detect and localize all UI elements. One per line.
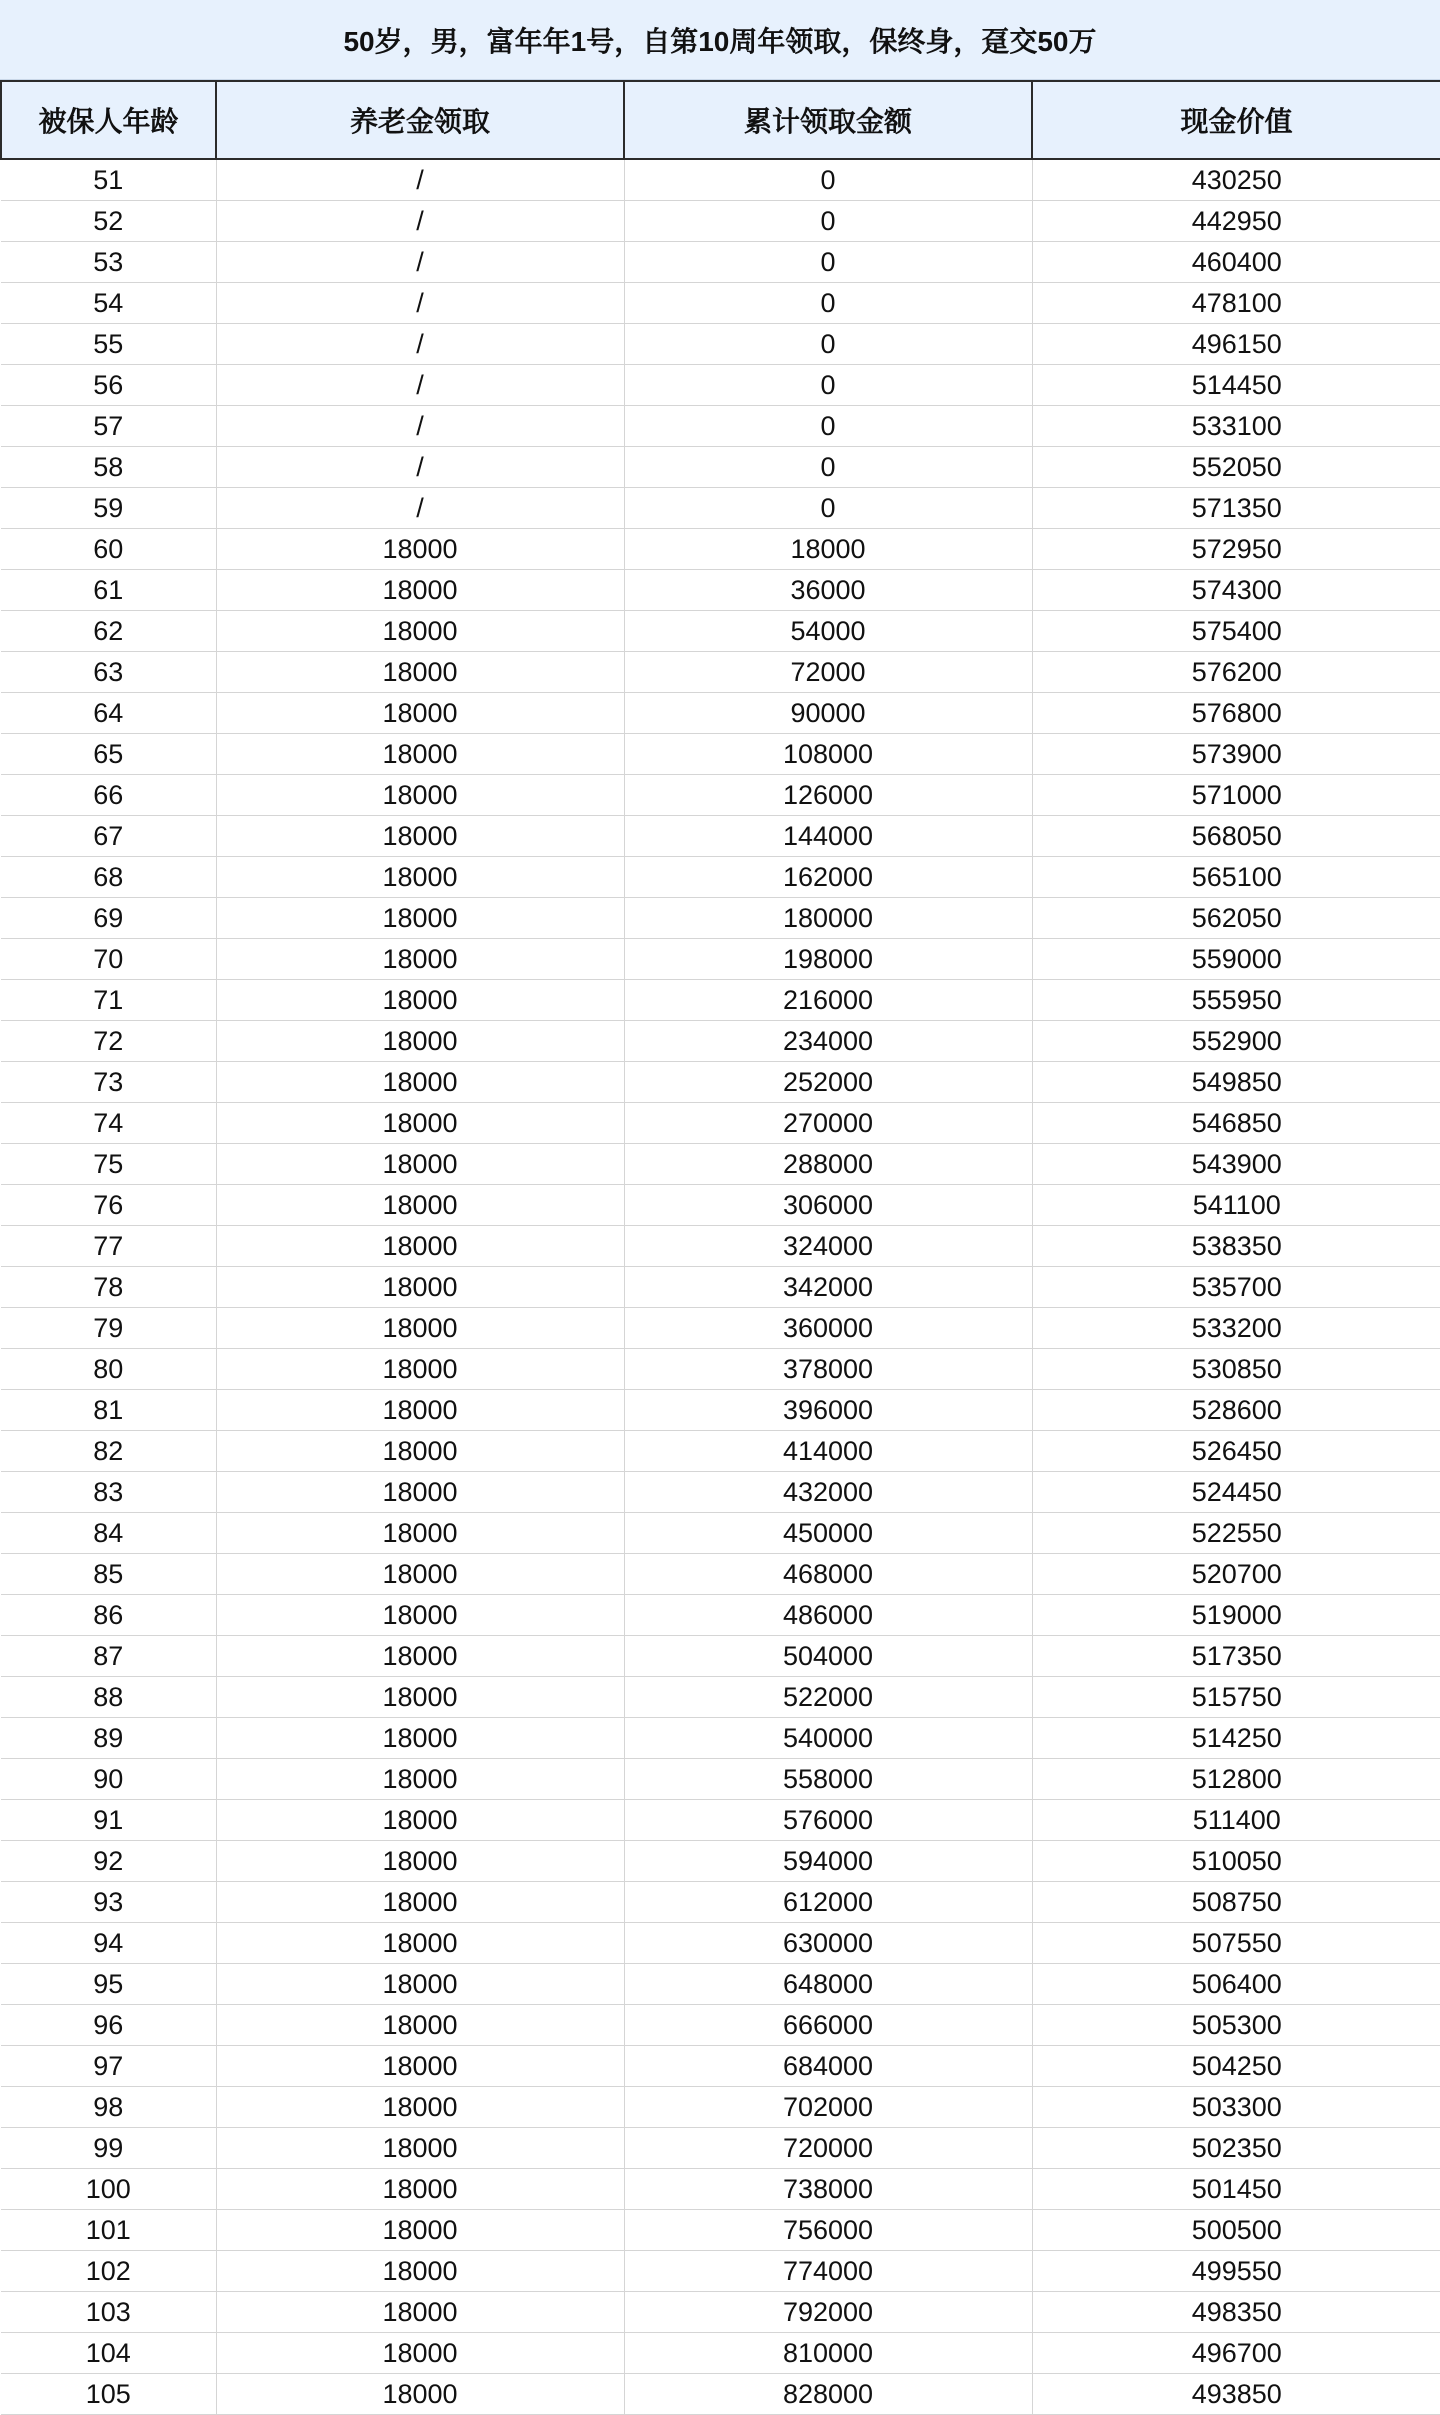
header-cumulative-amount: 累计领取金额 <box>624 81 1032 159</box>
cell-cumulative-amount: 198000 <box>624 939 1032 980</box>
cell-insured-age: 60 <box>1 529 216 570</box>
cell-insured-age: 72 <box>1 1021 216 1062</box>
cell-cumulative-amount: 144000 <box>624 816 1032 857</box>
cell-cumulative-amount: 720000 <box>624 2128 1032 2169</box>
cell-cumulative-amount: 126000 <box>624 775 1032 816</box>
cell-cash-value: 522550 <box>1032 1513 1440 1554</box>
cell-cash-value: 500500 <box>1032 2210 1440 2251</box>
cell-cumulative-amount: 0 <box>624 283 1032 324</box>
cell-pension-payment: / <box>216 406 624 447</box>
cell-insured-age: 91 <box>1 1800 216 1841</box>
cell-cash-value: 507550 <box>1032 1923 1440 1964</box>
cell-insured-age: 103 <box>1 2292 216 2333</box>
cell-insured-age: 56 <box>1 365 216 406</box>
cell-cumulative-amount: 252000 <box>624 1062 1032 1103</box>
cell-pension-payment: 18000 <box>216 1103 624 1144</box>
cell-insured-age: 96 <box>1 2005 216 2046</box>
table-row <box>1 159 1440 201</box>
header-insured-age: 被保人年龄 <box>1 81 216 159</box>
cell-pension-payment: 18000 <box>216 1554 624 1595</box>
table-row <box>1 1923 1440 1964</box>
cell-insured-age: 79 <box>1 1308 216 1349</box>
cell-cash-value: 533100 <box>1032 406 1440 447</box>
cell-cash-value: 571000 <box>1032 775 1440 816</box>
cell-cash-value: 533200 <box>1032 1308 1440 1349</box>
cell-insured-age: 55 <box>1 324 216 365</box>
cell-insured-age: 86 <box>1 1595 216 1636</box>
cell-cumulative-amount: 828000 <box>624 2374 1032 2415</box>
table-row <box>1 1964 1440 2005</box>
cell-cash-value: 505300 <box>1032 2005 1440 2046</box>
cell-cumulative-amount: 180000 <box>624 898 1032 939</box>
cell-cumulative-amount: 324000 <box>624 1226 1032 1267</box>
cell-insured-age: 85 <box>1 1554 216 1595</box>
cell-cash-value: 552900 <box>1032 1021 1440 1062</box>
cell-pension-payment: 18000 <box>216 816 624 857</box>
cell-cash-value: 499550 <box>1032 2251 1440 2292</box>
cell-cash-value: 541100 <box>1032 1185 1440 1226</box>
table-row <box>1 2333 1440 2374</box>
cell-pension-payment: 18000 <box>216 2210 624 2251</box>
cell-insured-age: 81 <box>1 1390 216 1431</box>
cell-cumulative-amount: 432000 <box>624 1472 1032 1513</box>
cell-cumulative-amount: 18000 <box>624 529 1032 570</box>
cell-insured-age: 89 <box>1 1718 216 1759</box>
cell-pension-payment: 18000 <box>216 652 624 693</box>
cell-pension-payment: 18000 <box>216 2005 624 2046</box>
cell-cumulative-amount: 216000 <box>624 980 1032 1021</box>
cell-insured-age: 75 <box>1 1144 216 1185</box>
cell-cumulative-amount: 648000 <box>624 1964 1032 2005</box>
cell-cumulative-amount: 684000 <box>624 2046 1032 2087</box>
table-row <box>1 611 1440 652</box>
cell-pension-payment: 18000 <box>216 529 624 570</box>
cell-insured-age: 70 <box>1 939 216 980</box>
cell-insured-age: 73 <box>1 1062 216 1103</box>
table-row <box>1 1144 1440 1185</box>
cell-insured-age: 53 <box>1 242 216 283</box>
table-row <box>1 898 1440 939</box>
cell-pension-payment: 18000 <box>216 2292 624 2333</box>
table-row <box>1 2374 1440 2415</box>
cell-insured-age: 97 <box>1 2046 216 2087</box>
table-header <box>1 81 1440 159</box>
cell-pension-payment: 18000 <box>216 1144 624 1185</box>
cell-cumulative-amount: 270000 <box>624 1103 1032 1144</box>
cell-cash-value: 538350 <box>1032 1226 1440 1267</box>
cell-cash-value: 572950 <box>1032 529 1440 570</box>
table-row <box>1 1308 1440 1349</box>
cell-cumulative-amount: 450000 <box>624 1513 1032 1554</box>
cell-cumulative-amount: 0 <box>624 324 1032 365</box>
cell-cumulative-amount: 396000 <box>624 1390 1032 1431</box>
table-row <box>1 652 1440 693</box>
table-row <box>1 2005 1440 2046</box>
table-row <box>1 1595 1440 1636</box>
header-row <box>1 81 1440 159</box>
cell-cumulative-amount: 0 <box>624 365 1032 406</box>
cell-insured-age: 64 <box>1 693 216 734</box>
table-title: 50岁，男，富年年1号，自第10周年领取，保终身，趸交50万 <box>0 0 1440 80</box>
cell-cumulative-amount: 234000 <box>624 1021 1032 1062</box>
cell-cash-value: 555950 <box>1032 980 1440 1021</box>
table-row <box>1 2292 1440 2333</box>
cell-cumulative-amount: 576000 <box>624 1800 1032 1841</box>
cell-insured-age: 98 <box>1 2087 216 2128</box>
cell-insured-age: 87 <box>1 1636 216 1677</box>
cell-pension-payment: 18000 <box>216 1390 624 1431</box>
cell-insured-age: 100 <box>1 2169 216 2210</box>
cell-pension-payment: 18000 <box>216 898 624 939</box>
cell-cash-value: 502350 <box>1032 2128 1440 2169</box>
cell-cash-value: 546850 <box>1032 1103 1440 1144</box>
cell-cumulative-amount: 612000 <box>624 1882 1032 1923</box>
table-row <box>1 1021 1440 1062</box>
cell-cash-value: 512800 <box>1032 1759 1440 1800</box>
cell-insured-age: 63 <box>1 652 216 693</box>
cell-insured-age: 61 <box>1 570 216 611</box>
cell-pension-payment: / <box>216 365 624 406</box>
cell-cumulative-amount: 486000 <box>624 1595 1032 1636</box>
table-row <box>1 1718 1440 1759</box>
cell-pension-payment: 18000 <box>216 1226 624 1267</box>
cell-cash-value: 517350 <box>1032 1636 1440 1677</box>
cell-cash-value: 575400 <box>1032 611 1440 652</box>
cell-cumulative-amount: 792000 <box>624 2292 1032 2333</box>
cell-pension-payment: / <box>216 201 624 242</box>
cell-cash-value: 520700 <box>1032 1554 1440 1595</box>
cell-cumulative-amount: 558000 <box>624 1759 1032 1800</box>
cell-pension-payment: 18000 <box>216 1636 624 1677</box>
table-row <box>1 1062 1440 1103</box>
cell-cash-value: 460400 <box>1032 242 1440 283</box>
cell-insured-age: 62 <box>1 611 216 652</box>
table-row <box>1 1800 1440 1841</box>
cell-cash-value: 552050 <box>1032 447 1440 488</box>
table-row <box>1 775 1440 816</box>
cell-cash-value: 549850 <box>1032 1062 1440 1103</box>
cell-cumulative-amount: 162000 <box>624 857 1032 898</box>
cell-pension-payment: 18000 <box>216 2251 624 2292</box>
table-row <box>1 2128 1440 2169</box>
cell-insured-age: 59 <box>1 488 216 529</box>
header-cash-value: 现金价值 <box>1032 81 1440 159</box>
cell-pension-payment: 18000 <box>216 1431 624 1472</box>
cell-pension-payment: / <box>216 283 624 324</box>
table-row <box>1 1103 1440 1144</box>
table-row <box>1 283 1440 324</box>
cell-pension-payment: 18000 <box>216 570 624 611</box>
table-row <box>1 857 1440 898</box>
cell-pension-payment: 18000 <box>216 1513 624 1554</box>
table-row <box>1 1472 1440 1513</box>
cell-pension-payment: 18000 <box>216 857 624 898</box>
cell-insured-age: 68 <box>1 857 216 898</box>
cell-cash-value: 530850 <box>1032 1349 1440 1390</box>
cell-cumulative-amount: 702000 <box>624 2087 1032 2128</box>
table-row <box>1 1513 1440 1554</box>
cell-cumulative-amount: 810000 <box>624 2333 1032 2374</box>
cell-insured-age: 93 <box>1 1882 216 1923</box>
cell-cumulative-amount: 288000 <box>624 1144 1032 1185</box>
cell-insured-age: 51 <box>1 159 216 201</box>
cell-cash-value: 576200 <box>1032 652 1440 693</box>
cell-insured-age: 99 <box>1 2128 216 2169</box>
cell-insured-age: 88 <box>1 1677 216 1718</box>
cell-cash-value: 568050 <box>1032 816 1440 857</box>
cell-cumulative-amount: 0 <box>624 406 1032 447</box>
table-row <box>1 406 1440 447</box>
cell-insured-age: 90 <box>1 1759 216 1800</box>
cell-insured-age: 52 <box>1 201 216 242</box>
cell-pension-payment: 18000 <box>216 1472 624 1513</box>
cell-cash-value: 506400 <box>1032 1964 1440 2005</box>
cell-pension-payment: 18000 <box>216 1062 624 1103</box>
cell-insured-age: 78 <box>1 1267 216 1308</box>
cell-cumulative-amount: 108000 <box>624 734 1032 775</box>
cell-cash-value: 508750 <box>1032 1882 1440 1923</box>
cell-cumulative-amount: 54000 <box>624 611 1032 652</box>
table-row <box>1 1349 1440 1390</box>
table-row <box>1 1841 1440 1882</box>
cell-insured-age: 105 <box>1 2374 216 2415</box>
cell-pension-payment: / <box>216 324 624 365</box>
cell-cumulative-amount: 756000 <box>624 2210 1032 2251</box>
cell-pension-payment: 18000 <box>216 2128 624 2169</box>
table-row <box>1 2046 1440 2087</box>
cell-pension-payment: 18000 <box>216 1308 624 1349</box>
cell-pension-payment: 18000 <box>216 1882 624 1923</box>
cell-pension-payment: 18000 <box>216 1759 624 1800</box>
table-row <box>1 980 1440 1021</box>
cell-insured-age: 58 <box>1 447 216 488</box>
cell-pension-payment: 18000 <box>216 734 624 775</box>
table-row <box>1 1882 1440 1923</box>
cell-cumulative-amount: 90000 <box>624 693 1032 734</box>
cell-cumulative-amount: 414000 <box>624 1431 1032 1472</box>
cell-cash-value: 511400 <box>1032 1800 1440 1841</box>
cell-cash-value: 503300 <box>1032 2087 1440 2128</box>
cell-cash-value: 442950 <box>1032 201 1440 242</box>
cell-insured-age: 65 <box>1 734 216 775</box>
cell-cash-value: 496700 <box>1032 2333 1440 2374</box>
cell-cash-value: 430250 <box>1032 159 1440 201</box>
cell-insured-age: 54 <box>1 283 216 324</box>
cell-pension-payment: 18000 <box>216 1841 624 1882</box>
cell-cash-value: 504250 <box>1032 2046 1440 2087</box>
cell-cash-value: 535700 <box>1032 1267 1440 1308</box>
cell-cumulative-amount: 0 <box>624 159 1032 201</box>
cell-cumulative-amount: 468000 <box>624 1554 1032 1595</box>
table-row <box>1 1759 1440 1800</box>
cell-cumulative-amount: 0 <box>624 201 1032 242</box>
cell-cumulative-amount: 774000 <box>624 2251 1032 2292</box>
cell-cash-value: 565100 <box>1032 857 1440 898</box>
cell-pension-payment: 18000 <box>216 1677 624 1718</box>
table-row <box>1 1226 1440 1267</box>
cell-pension-payment: 18000 <box>216 2333 624 2374</box>
cell-cumulative-amount: 306000 <box>624 1185 1032 1226</box>
cell-cumulative-amount: 522000 <box>624 1677 1032 1718</box>
cell-cumulative-amount: 36000 <box>624 570 1032 611</box>
table-row <box>1 939 1440 980</box>
cell-insured-age: 74 <box>1 1103 216 1144</box>
table-row <box>1 201 1440 242</box>
cell-insured-age: 95 <box>1 1964 216 2005</box>
cell-cash-value: 574300 <box>1032 570 1440 611</box>
cell-cumulative-amount: 0 <box>624 447 1032 488</box>
cell-cumulative-amount: 72000 <box>624 652 1032 693</box>
cell-pension-payment: 18000 <box>216 1595 624 1636</box>
cell-cash-value: 524450 <box>1032 1472 1440 1513</box>
cell-insured-age: 71 <box>1 980 216 1021</box>
table-row <box>1 1390 1440 1431</box>
table-row <box>1 2210 1440 2251</box>
cell-cash-value: 501450 <box>1032 2169 1440 2210</box>
benefit-table <box>0 80 1440 2415</box>
cell-cumulative-amount: 0 <box>624 242 1032 283</box>
cell-cash-value: 510050 <box>1032 1841 1440 1882</box>
table-row <box>1 242 1440 283</box>
cell-pension-payment: 18000 <box>216 2374 624 2415</box>
cell-cash-value: 559000 <box>1032 939 1440 980</box>
cell-insured-age: 83 <box>1 1472 216 1513</box>
cell-cash-value: 478100 <box>1032 283 1440 324</box>
cell-insured-age: 102 <box>1 2251 216 2292</box>
cell-pension-payment: / <box>216 488 624 529</box>
cell-cash-value: 528600 <box>1032 1390 1440 1431</box>
table-body <box>1 159 1440 2415</box>
cell-pension-payment: 18000 <box>216 1800 624 1841</box>
cell-cash-value: 515750 <box>1032 1677 1440 1718</box>
cell-pension-payment: 18000 <box>216 1718 624 1759</box>
cell-cumulative-amount: 360000 <box>624 1308 1032 1349</box>
cell-pension-payment: / <box>216 447 624 488</box>
table-row <box>1 1677 1440 1718</box>
cell-pension-payment: 18000 <box>216 980 624 1021</box>
cell-cumulative-amount: 504000 <box>624 1636 1032 1677</box>
cell-pension-payment: 18000 <box>216 1964 624 2005</box>
cell-cash-value: 519000 <box>1032 1595 1440 1636</box>
cell-cash-value: 573900 <box>1032 734 1440 775</box>
cell-insured-age: 104 <box>1 2333 216 2374</box>
cell-cash-value: 496150 <box>1032 324 1440 365</box>
cell-insured-age: 84 <box>1 1513 216 1554</box>
cell-cash-value: 514450 <box>1032 365 1440 406</box>
cell-pension-payment: / <box>216 159 624 201</box>
cell-cumulative-amount: 0 <box>624 488 1032 529</box>
cell-pension-payment: 18000 <box>216 2087 624 2128</box>
table-row <box>1 2169 1440 2210</box>
cell-pension-payment: 18000 <box>216 1923 624 1964</box>
cell-cash-value: 514250 <box>1032 1718 1440 1759</box>
cell-pension-payment: 18000 <box>216 2046 624 2087</box>
cell-cumulative-amount: 738000 <box>624 2169 1032 2210</box>
cell-cumulative-amount: 378000 <box>624 1349 1032 1390</box>
cell-cash-value: 493850 <box>1032 2374 1440 2415</box>
cell-insured-age: 80 <box>1 1349 216 1390</box>
cell-cumulative-amount: 630000 <box>624 1923 1032 1964</box>
cell-pension-payment: 18000 <box>216 2169 624 2210</box>
table-row <box>1 1554 1440 1595</box>
cell-insured-age: 69 <box>1 898 216 939</box>
cell-pension-payment: 18000 <box>216 611 624 652</box>
cell-pension-payment: 18000 <box>216 693 624 734</box>
cell-pension-payment: / <box>216 242 624 283</box>
table-row <box>1 816 1440 857</box>
cell-pension-payment: 18000 <box>216 1021 624 1062</box>
cell-insured-age: 76 <box>1 1185 216 1226</box>
header-pension-payment: 养老金领取 <box>216 81 624 159</box>
table-row <box>1 529 1440 570</box>
cell-insured-age: 82 <box>1 1431 216 1472</box>
cell-insured-age: 101 <box>1 2210 216 2251</box>
table-row <box>1 2087 1440 2128</box>
cell-pension-payment: 18000 <box>216 1185 624 1226</box>
cell-cash-value: 543900 <box>1032 1144 1440 1185</box>
cell-cash-value: 571350 <box>1032 488 1440 529</box>
table-row <box>1 734 1440 775</box>
cell-cumulative-amount: 594000 <box>624 1841 1032 1882</box>
table-row <box>1 488 1440 529</box>
cell-cash-value: 576800 <box>1032 693 1440 734</box>
table-row <box>1 2251 1440 2292</box>
table-row <box>1 1431 1440 1472</box>
table-row <box>1 365 1440 406</box>
table-row <box>1 324 1440 365</box>
cell-insured-age: 67 <box>1 816 216 857</box>
cell-cumulative-amount: 540000 <box>624 1718 1032 1759</box>
cell-insured-age: 57 <box>1 406 216 447</box>
table-row <box>1 1636 1440 1677</box>
cell-pension-payment: 18000 <box>216 1267 624 1308</box>
table-row <box>1 570 1440 611</box>
cell-cash-value: 526450 <box>1032 1431 1440 1472</box>
cell-cash-value: 498350 <box>1032 2292 1440 2333</box>
table-row <box>1 1267 1440 1308</box>
cell-pension-payment: 18000 <box>216 939 624 980</box>
table-row <box>1 1185 1440 1226</box>
cell-cumulative-amount: 666000 <box>624 2005 1032 2046</box>
cell-insured-age: 92 <box>1 1841 216 1882</box>
cell-pension-payment: 18000 <box>216 775 624 816</box>
cell-pension-payment: 18000 <box>216 1349 624 1390</box>
cell-insured-age: 94 <box>1 1923 216 1964</box>
cell-cumulative-amount: 342000 <box>624 1267 1032 1308</box>
cell-insured-age: 66 <box>1 775 216 816</box>
cell-insured-age: 77 <box>1 1226 216 1267</box>
table-row <box>1 447 1440 488</box>
table-row <box>1 693 1440 734</box>
cell-cash-value: 562050 <box>1032 898 1440 939</box>
